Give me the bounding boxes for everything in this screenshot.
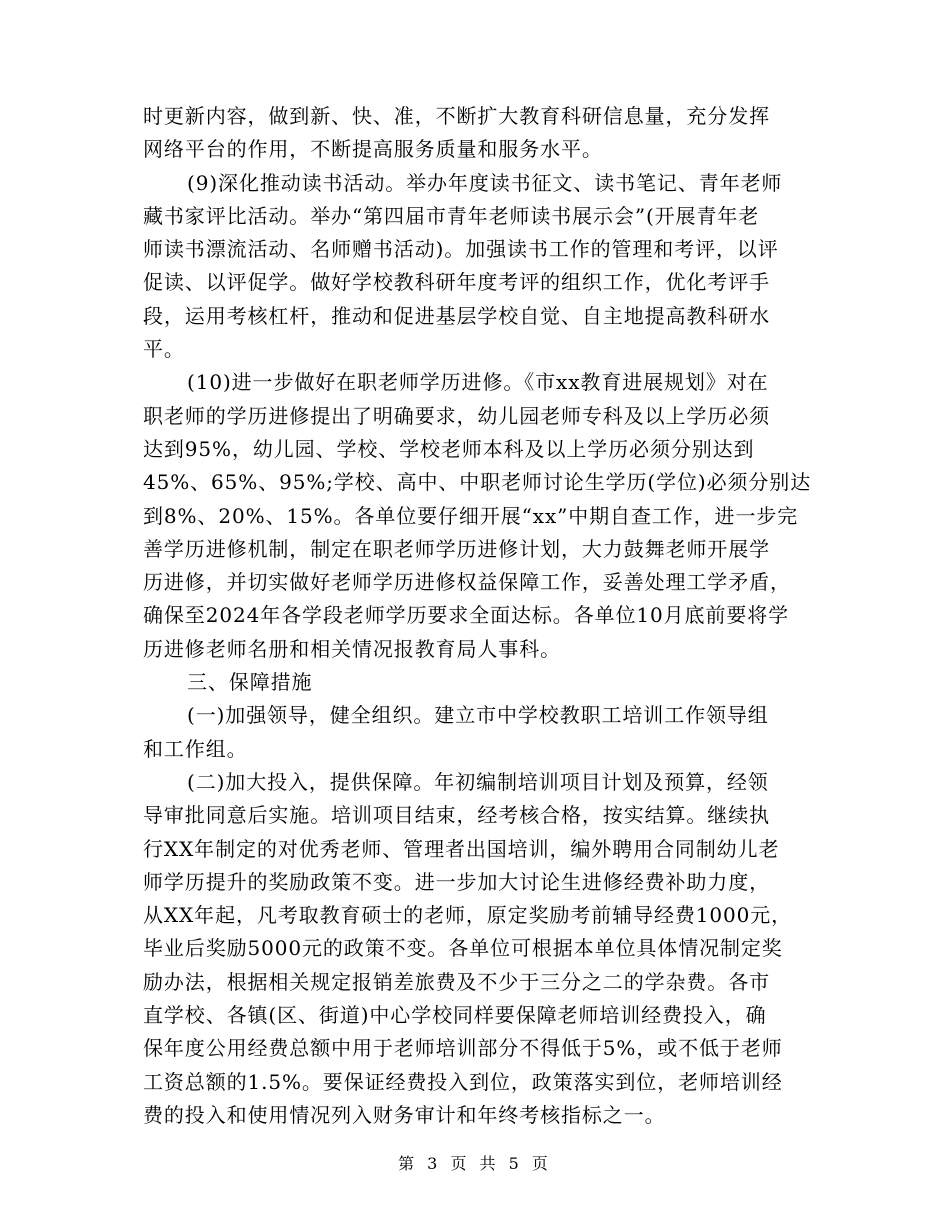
text-line: 保年度公用经费总额中用于老师培训部分不得低于5%，或不低于老师: [143, 1036, 783, 1061]
text-line: 费的投入和使用情况列入财务审计和年终考核指标之一。: [143, 1102, 666, 1127]
text-line: 毕业后奖励5000元的政策不变。各单位可根据本单位具体情况制定奖: [143, 936, 783, 961]
text-line: 藏书家评比活动。举办“第四届市青年老师读书展示会”(开展青年老: [143, 203, 760, 228]
text-line: 历进修老师名册和相关情况报教育局人事科。: [143, 636, 561, 661]
text-line: 工资总额的1.5%。要保证经费投入到位，政策落实到位，老师培训经: [143, 1069, 783, 1094]
text-line: 网络平台的作用，不断提高服务质量和服务水平。: [143, 137, 603, 162]
text-line: 平。: [143, 337, 185, 362]
text-line: 和工作组。: [143, 736, 248, 761]
text-line: 师学历提升的奖励政策不变。进一步加大讨论生进修经费补助力度，: [143, 869, 770, 894]
text-line: 导审批同意后实施。培训项目结束，经考核合格，按实结算。继续执: [143, 803, 770, 828]
section-heading: 三、保障措施: [187, 670, 313, 695]
page-footer: 第 3 页 共 5 页: [398, 1154, 552, 1173]
text-line: 职老师的学历进修提出了明确要求，幼儿园老师专科及以上学历必须: [143, 403, 770, 428]
text-line: 直学校、各镇(区、街道)中心学校同样要保障老师培训经费投入，确: [143, 1003, 767, 1028]
text-line: 确保至2024年各学段老师学历要求全面达标。各单位10月底前要将学: [143, 603, 790, 628]
text-line: 行XX年制定的对优秀老师、管理者出国培训，编外聘用合同制幼儿老: [143, 836, 780, 861]
text-line: 师读书漂流活动、名师赠书活动)。加强读书工作的管理和考评，以评: [143, 237, 779, 262]
text-line: 促读、以评促学。做好学校教科研年度考评的组织工作，优化考评手: [143, 270, 770, 295]
text-line: 时更新内容，做到新、快、准，不断扩大教育科研信息量，充分发挥: [143, 104, 770, 128]
text-line: 达到95%，幼儿园、学校、学校老师本科及以上学历必须分别达到: [143, 436, 755, 461]
body-text: [143, 100, 813, 1132]
text-line: 段，运用考核杠杆，推动和促进基层学校自觉、自主地提高教科研水: [143, 303, 770, 328]
paragraph-start-line: (二)加大投入，提供保障。年初编制培训项目计划及预算，经领: [187, 769, 769, 794]
paragraph-start-line: (9)深化推动读书活动。举办年度读书征文、读书笔记、青年老师: [187, 170, 783, 195]
text-line: 到8%、20%、15%。各单位要仔细开展“xx”中期自查工作，进一步完: [143, 503, 799, 528]
text-line: 励办法，根据相关规定报销差旅费及不少于三分之二的学杂费。各市: [143, 969, 770, 994]
text-line: 善学历进修机制，制定在职老师学历进修计划，大力鼓舞老师开展学: [143, 536, 770, 561]
text-line: 45%、65%、95%;学校、高中、中职老师讨论生学历(学位)必须分别达: [143, 470, 812, 495]
paragraph-start-line: (一)加强领导，健全组织。建立市中学校教职工培训工作领导组: [187, 703, 769, 728]
paragraph-start-line: (10)进一步做好在职老师学历进修。《市xx教育进展规划》对在: [187, 370, 769, 395]
text-line: 历进修，并切实做好老师学历进修权益保障工作，妥善处理工学矛盾，: [143, 570, 791, 595]
text-line: 从XX年起，凡考取教育硕士的老师，原定奖励考前辅导经费1000元，: [143, 903, 793, 928]
